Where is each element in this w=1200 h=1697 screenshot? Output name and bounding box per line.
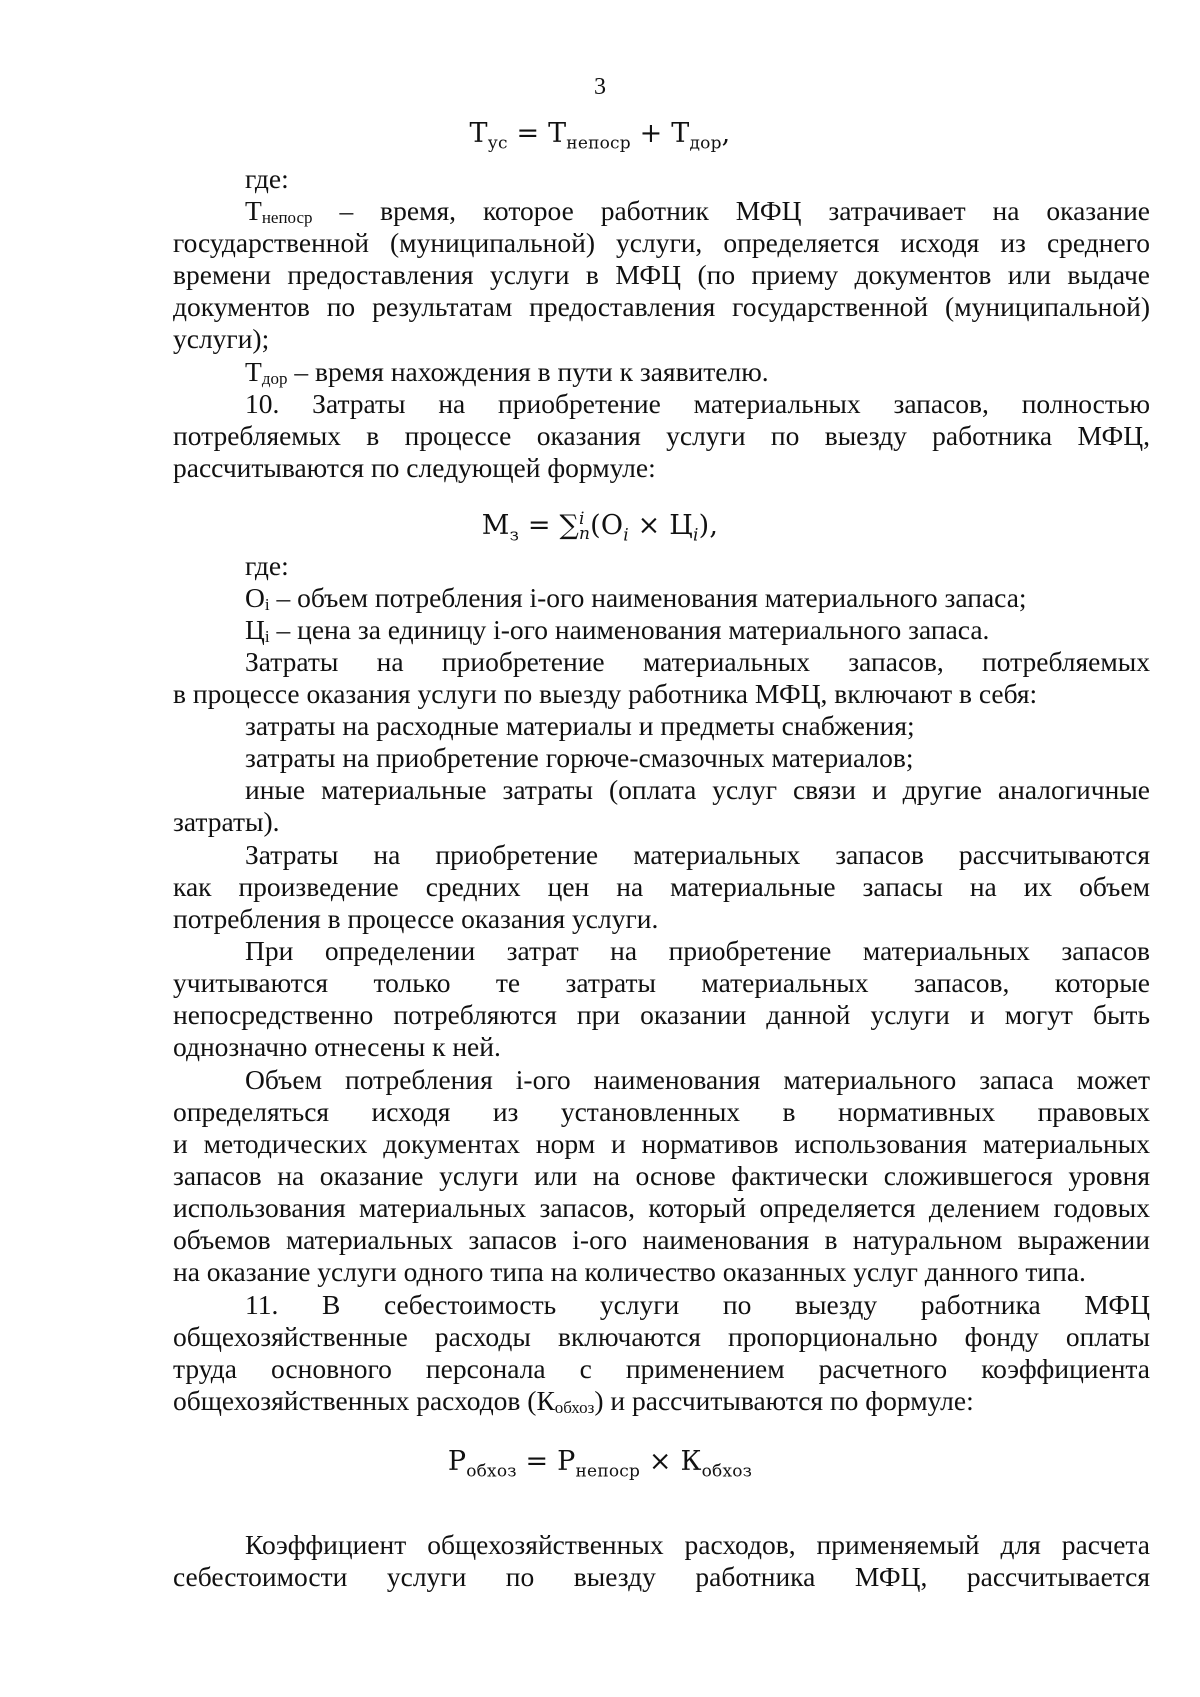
text-line: на оказание услуги одного типа на количество оказанных услуг данного типа. [173,1256,1086,1287]
formula-subscript: непоср [575,1461,641,1482]
formula-symbol: Р [557,1446,576,1477]
text-line: как произведение средних цен на материальные запасы на их объем [173,871,1150,902]
text-line: где: [245,550,289,581]
formula-symbol: М [481,510,510,541]
text-line [245,194,1150,227]
formula-operator: × Ц [628,510,694,541]
formula-subscript: ус [487,133,508,154]
text-line: затраты на расходные материалы и предметы снабжения; [245,710,915,741]
text-line [245,355,1150,388]
text-span: – объем потребления i-ого наименования материального запаса; [269,582,1027,613]
text-line [245,613,1150,646]
text-line: объемов материальных запасов i-ого наименования в натуральном выражении [173,1224,1150,1255]
formula-subscript: i [693,525,699,546]
formula-subscript: непоср [566,133,631,154]
text-line: непосредственно потребляются при оказании данной услуги и могут быть [173,999,1150,1030]
subscript: i [264,595,270,614]
text-line: потребления в процессе оказания услуги. [173,903,659,934]
text-line: потребляемых в процессе оказания услуги по выезду работника МФЦ, [173,420,1150,451]
subscript: дор [261,369,288,388]
text-line: Коэффициент общехозяйственных расходов, применяемый для расчета [245,1529,1150,1560]
text-span: – время, которое работник МФЦ затрачивает на оказание [312,195,1150,226]
formula-subscript: обхоз [466,1461,517,1482]
text-line: Затраты на приобретение материальных запасов, потребляемых [245,646,1150,677]
text-line: При определении затрат на приобретение материальных запасов [245,935,1150,966]
formula-symbol: (О [590,510,624,541]
formula-material-costs [0,510,1200,545]
text-line: общехозяйственные расходы включаются пропорционально фонду оплаты [173,1321,1150,1352]
formula-subscript: n [579,523,591,544]
formula-operator: = [507,118,549,149]
formula-punct: , [721,118,731,149]
text-line: 11. В себестоимость услуги по выезду работника МФЦ [245,1289,1150,1320]
text-span: – время нахождения в пути к заявителю. [287,356,769,387]
sum-symbol: ∑ [559,510,580,541]
symbol: Т [245,195,262,226]
formula-symbol: Р [447,1446,467,1477]
subscript: i [264,627,270,646]
formula-overhead-costs [0,1446,1200,1481]
subscript: непоср [261,208,313,227]
formula-operator: = [516,1446,558,1477]
text-line: времени предоставления услуги в МФЦ (по приему документов или выдаче [173,259,1150,290]
formula-operator: × [640,1446,681,1477]
text-line: затраты). [173,806,280,837]
text-line: государственной (муниципальной) услуги, определяется исходя из среднего [173,227,1150,258]
formula-symbol: Т [671,118,690,149]
text-line: определяться исходя из установленных в нормативных правовых [173,1096,1150,1127]
text-line: Затраты на приобретение материальных запасов рассчитываются [245,839,1150,870]
formula-symbol: Т [469,118,488,149]
page-number: 3 [594,74,606,100]
text-line: рассчитываются по следующей формуле: [173,452,656,483]
text-line: где: [245,163,289,194]
symbol: Ц [245,614,265,645]
text-line: однозначно отнесены к ней. [173,1031,501,1062]
text-line: 10. Затраты на приобретение материальных запасов, полностью [245,388,1150,419]
formula-symbol: К [680,1446,702,1477]
text-line: труда основного персонала с применением расчетного коэффициента [173,1353,1150,1384]
formula-punct: ), [698,510,719,541]
text-line: запасов на оказание услуги или на основе фактически сложившегося уровня [173,1160,1150,1191]
text-line: в процессе оказания услуги по выезду работника МФЦ, включают в себя: [173,678,1038,709]
formula-subscript: дор [689,133,722,154]
text-line: учитываются только те затраты материальных запасов, которые [173,967,1150,998]
symbol: О [245,582,265,613]
text-line: услуги); [173,323,270,354]
formula-symbol: Т [548,118,567,149]
formula-total-time [0,118,1200,153]
text-line: документов по результатам предоставления государственной (муниципальной) [173,291,1150,322]
formula-subscript: i [623,525,629,546]
text-line: себестоимости услуги по выезду работника МФЦ, рассчитывается [173,1561,1150,1592]
text-line [245,581,1150,614]
formula-subscript: обхоз [701,1461,753,1482]
text-line: затраты на приобретение горюче-смазочных материалов; [245,742,914,773]
text-line: иные материальные затраты (оплата услуг связи и другие аналогичные [245,774,1150,805]
symbol: Т [245,356,262,387]
text-line: Объем потребления i-ого наименования материального запаса может [245,1064,1150,1095]
subscript: обхоз [554,1398,595,1417]
text-span: – цена за единицу i-ого наименования материального запаса. [269,614,990,645]
text-line: и методических документах норм и нормативов использования материальных [173,1128,1150,1159]
formula-operator: = [519,510,560,541]
text-line: использования материальных запасов, который определяется делением годовых [173,1192,1150,1223]
text-span: общехозяйственных расходов (К [173,1385,555,1416]
formula-operator: + [630,118,672,149]
formula-superscript: i [579,508,585,529]
text-line [173,1384,1150,1417]
formula-subscript: з [509,525,520,546]
text-span: ) и рассчитываются по формуле: [594,1385,974,1416]
